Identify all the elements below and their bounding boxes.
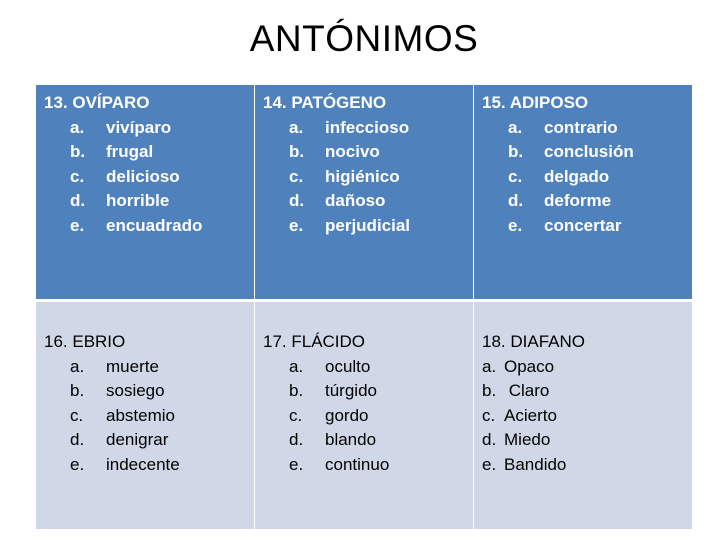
option-e: e. perjudicial [289, 215, 411, 235]
option-d: d. Miedo [482, 430, 551, 450]
option-c: c. delgado [508, 166, 610, 186]
antonyms-table [36, 85, 692, 529]
question-cell-15 [474, 85, 692, 302]
option-b: b. túrgido [289, 381, 377, 401]
option-e: e. concertar [508, 215, 622, 235]
question-cell-16 [36, 302, 255, 529]
option-a: a. oculto [289, 356, 371, 376]
option-c: c. higiénico [289, 166, 400, 186]
option-e: e. Bandido [482, 454, 567, 474]
question-cell-13 [36, 85, 255, 302]
option-b: b. sosiego [70, 381, 165, 401]
question-cell-17 [255, 302, 474, 529]
question-heading: 16. EBRIO [44, 332, 126, 351]
option-a: a. vivíparo [70, 117, 172, 137]
option-c: c. delicioso [70, 166, 180, 186]
option-c: c. abstemio [70, 405, 175, 425]
option-a: a. infeccioso [289, 117, 410, 137]
option-e: e. indecente [70, 454, 180, 474]
option-c: c. Acierto [482, 405, 557, 425]
question-heading: 15. ADIPOSO [482, 93, 589, 112]
option-a: a. Opaco [482, 356, 555, 376]
option-b: b. nocivo [289, 142, 380, 162]
option-list [482, 355, 686, 478]
option-c: c. gordo [289, 405, 369, 425]
option-e: e. encuadrado [70, 215, 203, 235]
option-e: e. continuo [289, 454, 390, 474]
option-list [263, 116, 467, 239]
option-a: a. contrario [508, 117, 618, 137]
option-b: b. Claro [482, 381, 550, 401]
option-d: d. blando [289, 430, 377, 450]
question-heading: 18. DIAFANO [482, 332, 585, 351]
question-heading: 14. PATÓGENO [263, 93, 387, 112]
option-b: b. conclusión [508, 142, 634, 162]
option-d: d. deforme [508, 191, 612, 211]
question-cell-14 [255, 85, 474, 302]
option-list [44, 355, 248, 478]
question-heading: 17. FLÁCIDO [263, 332, 366, 351]
option-list [482, 116, 686, 239]
option-d: d. horrible [70, 191, 170, 211]
option-d: d. denigrar [70, 430, 169, 450]
question-cell-18 [474, 302, 692, 529]
option-list [44, 116, 248, 239]
option-list [263, 355, 467, 478]
option-d: d. dañoso [289, 191, 386, 211]
question-heading: 13. OVÍPARO [44, 93, 150, 112]
page-title: ANTÓNIMOS [249, 18, 479, 59]
option-a: a. muerte [70, 356, 159, 376]
option-b: b. frugal [70, 142, 154, 162]
